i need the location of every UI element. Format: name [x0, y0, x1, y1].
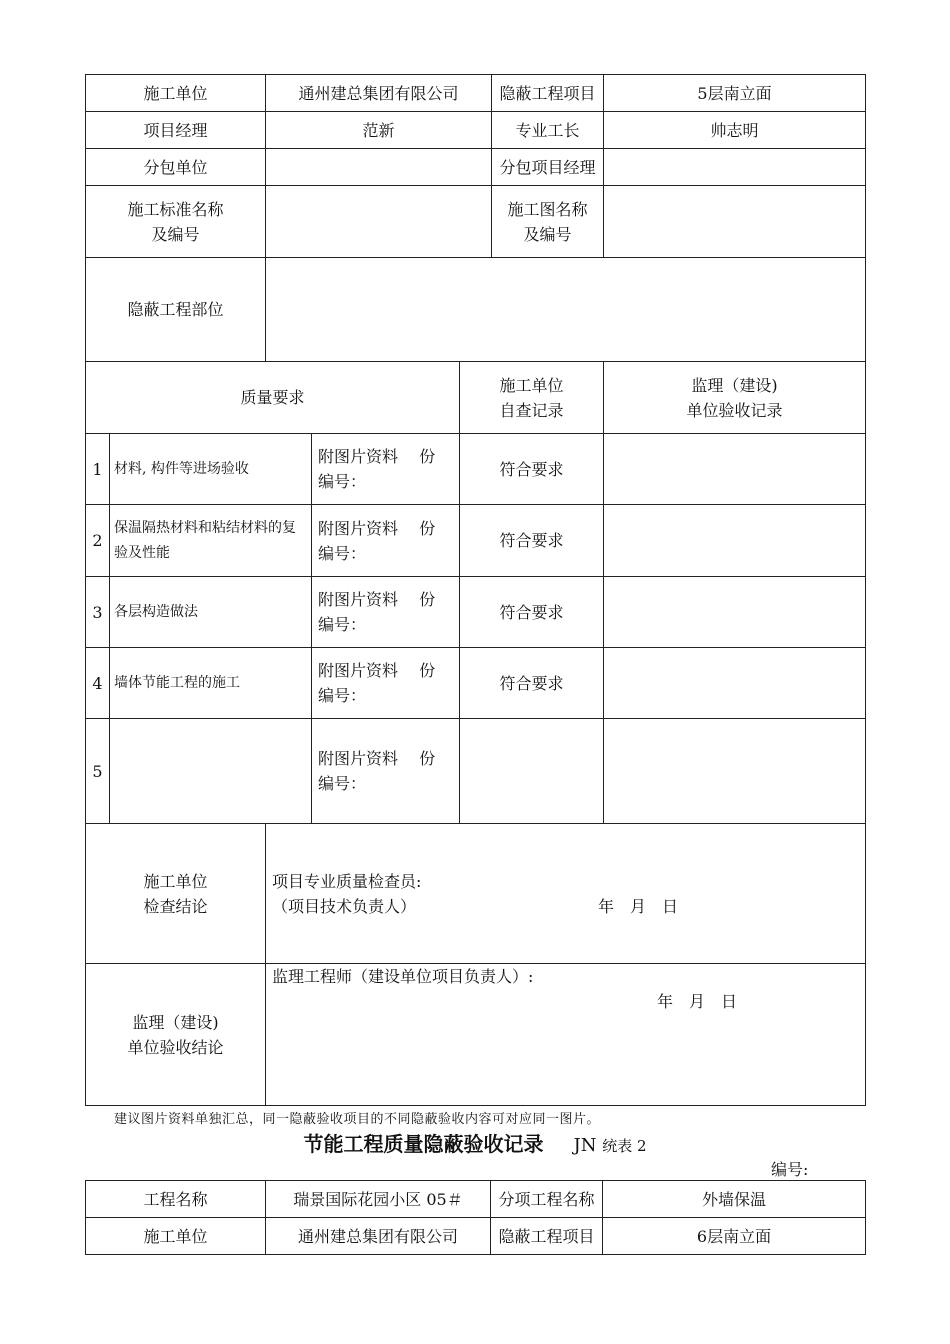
foreman-label: 专业工长 — [492, 112, 604, 149]
hidden-item-value: 5层南立面 — [604, 75, 866, 112]
item-supervisor-check — [604, 577, 866, 648]
item-description: 墙体节能工程的施工 — [110, 648, 312, 719]
table-row — [86, 577, 866, 648]
engineer-line: 监理工程师（建设单位项目负责人）: — [272, 967, 534, 986]
item-attachment: 附图片资料 份 编号： — [312, 719, 460, 824]
unit-label: 施工单位 — [86, 1218, 266, 1255]
drawing-label: 施工图名称 及编号 — [492, 186, 604, 258]
item-attachment: 附图片资料 份 编号： — [312, 505, 460, 577]
pm-value: 范新 — [266, 112, 492, 149]
item-description: 材料, 构件等进场验收 — [110, 434, 312, 505]
item-supervisor-check — [604, 434, 866, 505]
subproject-label: 分项工程名称 — [491, 1181, 603, 1218]
subproject-value: 外墙保温 — [603, 1181, 866, 1218]
table-row — [86, 505, 866, 577]
conclusion-date: 年 月 日 — [598, 896, 679, 916]
sub-unit-label: 分包单位 — [86, 149, 266, 186]
item-number: 5 — [86, 719, 110, 824]
sub-unit-value — [266, 149, 492, 186]
drawing-value — [604, 186, 866, 258]
item-self-check: 符合要求 — [460, 505, 604, 577]
item-description: 各层构造做法 — [110, 577, 312, 648]
item-number: 3 — [86, 577, 110, 648]
hidden-item-label: 隐蔽工程项目 — [492, 75, 604, 112]
item-self-check: 符合要求 — [460, 577, 604, 648]
item-number: 1 — [86, 434, 110, 505]
location-value — [266, 258, 866, 362]
item-self-check — [460, 719, 604, 824]
item-supervisor-check — [604, 719, 866, 824]
item-self-check: 符合要求 — [460, 434, 604, 505]
acceptance-date: 年 月 日 — [657, 992, 738, 1011]
item-supervisor-check — [604, 648, 866, 719]
sub-pm-value — [604, 149, 866, 186]
sub-pm-label: 分包项目经理 — [492, 149, 604, 186]
form-code: JN 统表 2 — [573, 1135, 647, 1156]
serial-label: 编号: — [771, 1160, 809, 1179]
item-description — [110, 719, 312, 824]
inspector-line: 项目专业质量检查员: — [272, 871, 422, 891]
acceptance-label: 监理（建设) 单位验收结论 — [86, 964, 266, 1106]
item-supervisor-check — [604, 505, 866, 577]
foreman-value: 帅志明 — [604, 112, 866, 149]
inspection-form-1 — [85, 74, 866, 1106]
image-note: 建议图片资料单独汇总，同一隐蔽验收项目的不同隐蔽验收内容可对应同一图片。 — [114, 1112, 601, 1127]
table-row — [86, 434, 866, 505]
supervisor-header: 监理（建设) 单位验收记录 — [604, 362, 866, 434]
conclusion-content — [266, 824, 866, 964]
project-value: 瑞景国际花园小区 05＃ — [266, 1181, 491, 1218]
self-check-header: 施工单位 自查记录 — [460, 362, 604, 434]
conclusion-label: 施工单位 检查结论 — [86, 824, 266, 964]
pm-label: 项目经理 — [86, 112, 266, 149]
quality-header: 质量要求 — [86, 362, 460, 434]
item-description: 保温隔热材料和粘结材料的复验及性能 — [110, 505, 312, 577]
tech-lead-line: （项目技术负责人） — [272, 896, 417, 916]
unit-value: 通州建总集团有限公司 — [266, 1218, 491, 1255]
form-title-main: 节能工程质量隐蔽验收记录 — [303, 1132, 544, 1156]
inspection-form-2 — [85, 1180, 866, 1255]
location-label: 隐蔽工程部位 — [86, 258, 266, 362]
project-label: 工程名称 — [86, 1181, 266, 1218]
form-title — [0, 1128, 950, 1157]
table-row — [86, 719, 866, 824]
item-attachment: 附图片资料 份 编号： — [312, 648, 460, 719]
item-attachment: 附图片资料 份 编号： — [312, 434, 460, 505]
item-self-check: 符合要求 — [460, 648, 604, 719]
hidden-item-label: 隐蔽工程项目 — [491, 1218, 603, 1255]
hidden-item-value: 6层南立面 — [603, 1218, 866, 1255]
item-attachment: 附图片资料 份 编号： — [312, 577, 460, 648]
item-number: 2 — [86, 505, 110, 577]
unit-value: 通州建总集团有限公司 — [266, 75, 492, 112]
table-row — [86, 648, 866, 719]
std-value — [266, 186, 492, 258]
acceptance-content — [266, 964, 866, 1106]
std-label: 施工标准名称 及编号 — [86, 186, 266, 258]
item-number: 4 — [86, 648, 110, 719]
unit-label: 施工单位 — [86, 75, 266, 112]
